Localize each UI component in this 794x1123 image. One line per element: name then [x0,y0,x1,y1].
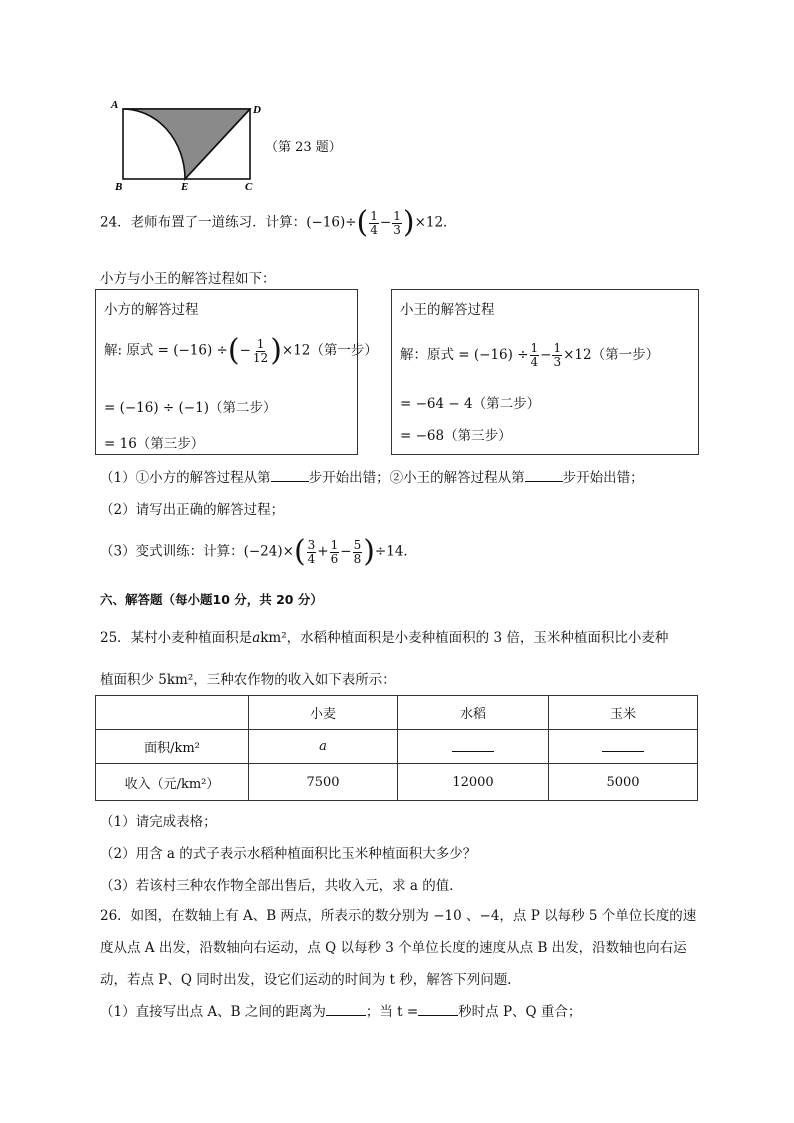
fraction [530,342,540,369]
label-a: A [111,99,119,111]
variable-a: a [252,630,261,646]
step-2: = (−16) ÷ (−1)（第二步） [104,400,277,416]
q26-part-1 [100,1000,581,1020]
q24-part-2: （2）请写出正确的解答过程； [100,502,285,518]
label-b: B [115,181,123,193]
frac-num: 5 [353,537,362,552]
part-text: ÷14． [374,543,417,560]
minus-sign: − [239,342,251,359]
label-d: D [253,104,261,116]
q24-intro: 小方与小王的解答过程如下： [100,271,276,287]
answer-blank[interactable] [326,1015,366,1016]
step-text: ×12（第一步） [563,347,660,363]
table-cell [398,730,549,764]
q24-part-1 [100,466,644,486]
fraction [369,210,379,237]
answer-blank[interactable] [418,1015,458,1016]
fraction [252,338,269,365]
crop-table [95,695,698,801]
fraction [552,342,562,369]
q25-part-1: （1）请完成表格； [100,814,217,830]
paren-open: ( [293,534,306,569]
step-3: = 16（第三步） [104,436,205,452]
step-text: 解: 原式 = (−16) ÷ [104,342,228,359]
paren-open: ( [356,205,369,240]
q26-line-3: 动，若点 P、Q 同时出发，设它们运动的时间为 t 秒，解答下列问题． [100,972,521,988]
answer-blank[interactable] [602,737,644,752]
table-cell [549,730,698,764]
q26-line-2: 度从点 A 出发，沿数轴向右运动，点 Q 以每秒 3 个单位长度的速度从点 B 出发，沿数轴也向右运 [100,940,687,956]
part-text: 秒时点 P、Q 重合； [458,1004,582,1020]
table-header-row [96,696,698,730]
part-text: ；当 t = [365,1004,419,1020]
frac-den: 6 [330,551,339,566]
step-1 [400,342,659,369]
q25-line-1 [100,626,668,646]
part-text: （1）直接写出点 A、B 之间的距离为 [100,1004,326,1020]
xiaowang-solution-box [391,289,699,455]
frac-num: 1 [530,341,539,355]
paren-close: ) [363,534,375,569]
plus-sign: + [317,543,329,560]
frac-den: 4 [370,222,378,237]
part-text: （1）①小方的解答过程从第 [100,470,271,486]
table-cell: 5000 [549,764,698,801]
fraction [330,539,340,566]
frac-num: 1 [256,336,265,351]
fraction [392,210,402,237]
part-text: 步开始出错； [562,470,644,486]
q26-line-1: 26．如图，在数轴上有 A、B 两点，所表示的数分别为 −10 、−4，点 P 以每秒 5 个单位长度的速 [100,908,697,924]
table-cell: 水稻 [398,696,549,730]
frac-num: 1 [393,208,401,223]
frac-den: 4 [530,355,539,369]
table-cell: 小麦 [249,696,398,730]
table-cell: 面积/km² [96,730,249,764]
figure-caption: （第 23 题） [265,140,342,155]
unit: km² [260,630,287,646]
frac-den: 3 [393,222,401,237]
step-3: = −68（第三步） [400,428,512,444]
step-text: ×12（第一步） [281,342,378,359]
minus-sign: − [379,214,392,231]
q25-text: ，水稻种植面积是小麦种植面积的 3 倍，玉米种植面积比小麦种 [286,630,669,646]
minus-sign: − [340,543,352,560]
step-1 [104,333,378,368]
part-text: 步开始出错；②小王的解答过程从第 [308,470,525,486]
table-row [96,764,698,801]
q25-text: 25．某村小麦种植面积是 [100,630,253,646]
table-cell: 7500 [249,764,398,801]
part-text: （3）变式训练：计算：(−24)× [100,543,294,560]
table-cell: a [249,730,398,764]
box-title: 小方的解答过程 [104,302,199,318]
q24-expr-b: ×12． [414,214,457,231]
q25-part-2: （2）用含 a 的式子表示水稻种植面积比玉米种植面积大多少？ [100,846,477,862]
paren-close: ) [402,205,415,240]
step-text: 解：原式 = (−16) ÷ [400,347,529,363]
table-cell: 玉米 [549,696,698,730]
label-c: C [245,181,253,193]
frac-den: 3 [553,355,562,369]
frac-den: 8 [353,551,362,566]
shaded-region [123,109,250,179]
table-cell: 收入（元/km²） [96,764,249,801]
minus-sign: − [540,347,552,363]
frac-num: 3 [307,537,316,552]
frac-den: 12 [252,350,269,365]
q24-number: 24．老师布置了一道练习．计算： [100,214,307,231]
q25-line-2: 植面积少 5km²，三种农作物的收入如下表所示： [100,672,396,688]
frac-num: 1 [330,537,339,552]
answer-blank[interactable] [271,481,309,482]
table-cell [96,696,249,730]
q24-expr-a: (−16)÷ [306,214,357,231]
q25-part-3: （3）若该村三种农作物全部出售后，共收入元，求 a 的值． [100,878,463,894]
q24-statement [100,205,457,240]
paren-close: ) [270,333,282,368]
frac-num: 1 [553,341,562,355]
geometry-figure [105,95,270,195]
step-2: = −64 − 4（第二步） [400,396,541,412]
label-e: E [181,181,189,193]
frac-den: 4 [307,551,316,566]
fraction [353,539,363,566]
fraction [307,539,317,566]
xiaofang-solution-box [95,289,378,455]
table-cell: 12000 [398,764,549,801]
box-title: 小王的解答过程 [400,302,495,318]
frac-num: 1 [370,208,378,223]
table-row [96,730,698,764]
answer-blank[interactable] [452,737,494,752]
paren-open: ( [227,333,240,368]
q24-part-3 [100,534,417,569]
answer-blank[interactable] [525,481,563,482]
section-heading: 六、解答题（每小题10 分，共 20 分） [100,592,323,607]
